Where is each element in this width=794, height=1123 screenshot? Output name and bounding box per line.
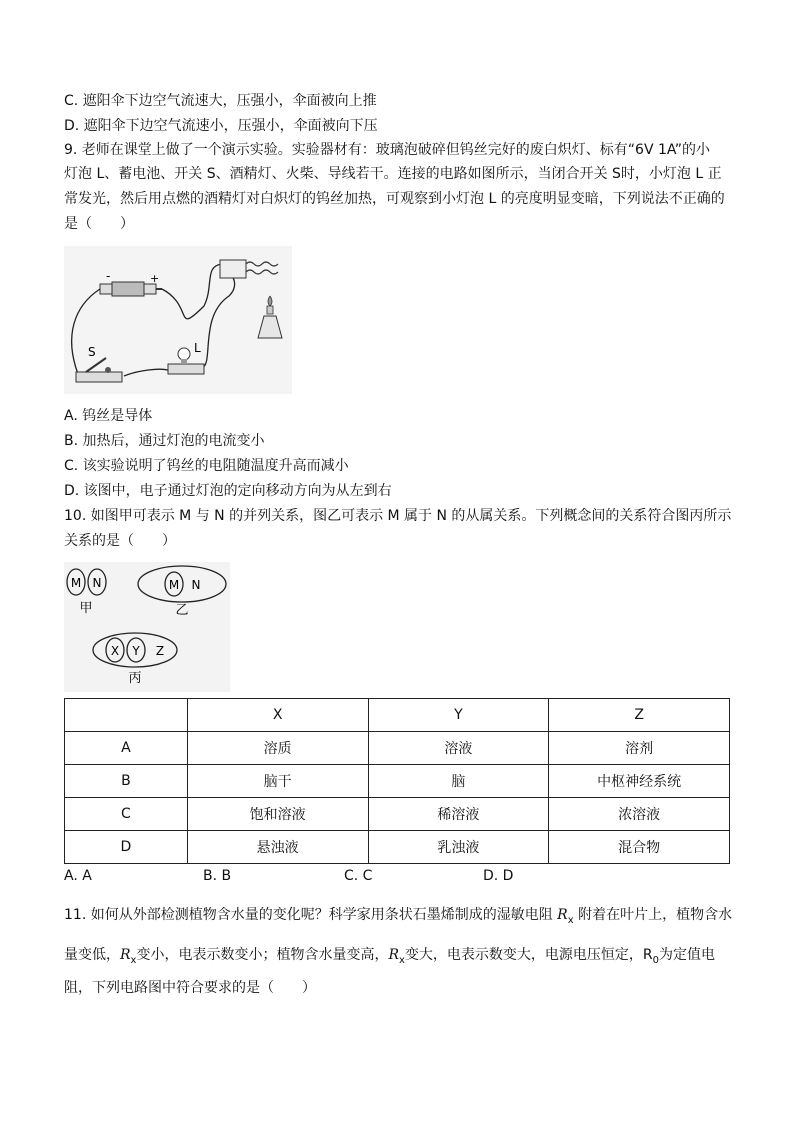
table-cell: 溶剂 (549, 732, 730, 765)
table-header-cell: X (187, 699, 368, 732)
table-header-cell: Y (368, 699, 549, 732)
table-header-cell (65, 699, 188, 732)
bulb-label: L (194, 341, 201, 355)
table-cell: B (65, 765, 188, 798)
q10-stem-2: 关系的是（ ） (64, 533, 176, 549)
q9-option-b: B. 加热后，通过灯泡的电流变小 (64, 433, 265, 449)
q9-stem-3: 常发光，然后用点燃的酒精灯对白炽灯的钨丝加热，可观察到小灯泡 L 的亮度明显变暗，下列说法不正确的 (64, 191, 725, 207)
table-cell: 稀溶液 (368, 798, 549, 831)
table-cell: C (65, 798, 188, 831)
table-row (65, 732, 730, 765)
q10-answer-choices (64, 868, 734, 888)
table-cell: 脑 (368, 765, 549, 798)
table-cell: 乳浊液 (368, 831, 549, 864)
table-header-cell: Z (549, 699, 730, 732)
venn-jia-m: M (70, 576, 82, 590)
venn-yi-m: M (168, 578, 180, 592)
q10-options-table (64, 698, 730, 864)
q9-circuit-figure (64, 246, 292, 394)
q11-stem-1: 11. 如何从外部检测植物含水量的变化呢？科学家用条状石墨烯制成的湿敏电阻 $R_x$ 附着在叶片上，植物含水 (64, 907, 733, 926)
venn-yi-n: N (191, 578, 201, 592)
table-cell: D (65, 831, 188, 864)
q11-stem-2: 量变低，$R_x$变小，电表示数变小；植物含水量变高，$R_x$变大，电表示数变大，电源电压恒定，$R_0$为定值电 (64, 947, 716, 966)
q9-stem-2: 灯泡 L、蓄电池、开关 S、酒精灯、火柴、导线若干。连接的电路如图所示，当闭合开关 S时，小灯泡 L 正 (64, 166, 722, 182)
venn-bing-x: X (110, 644, 120, 658)
table-cell: 溶液 (368, 732, 549, 765)
venn-bing-label: 丙 (128, 671, 142, 686)
q9-option-d: D. 该图中，电子通过灯泡的定向移动方向为从左到右 (64, 483, 392, 499)
table-cell: 饱和溶液 (187, 798, 368, 831)
battery-plus-label: + (150, 272, 160, 285)
q11-stem-3: 阻，下列电路图中符合要求的是（ ） (64, 980, 316, 996)
table-row (65, 831, 730, 864)
table-cell: 中枢神经系统 (549, 765, 730, 798)
venn-bing-z: Z (155, 644, 165, 658)
q10-answer-b: B. B (203, 868, 232, 884)
q10-answer-a: A. A (64, 868, 92, 884)
venn-yi-label: 乙 (175, 603, 189, 618)
venn-bing-y: Y (132, 644, 140, 658)
switch-label: S (88, 345, 96, 359)
table-row (65, 765, 730, 798)
q9-stem-4: 是（ ） (64, 216, 134, 232)
table-cell: 混合物 (549, 831, 730, 864)
q10-answer-d: D. D (483, 868, 514, 884)
table-cell: 浓溶液 (549, 798, 730, 831)
q9-option-c: C. 该实验说明了钨丝的电阻随温度升高而减小 (64, 458, 349, 474)
table-cell: A (65, 732, 188, 765)
venn-jia-n: N (92, 576, 102, 590)
venn-jia-label: 甲 (79, 601, 93, 616)
q9-option-a: A. 钨丝是导体 (64, 408, 153, 424)
q9-stem-1: 9. 老师在课堂上做了一个演示实验。实验器材有：玻璃泡破碎但钨丝完好的废白炽灯、标有“6V 1A”的小 (64, 142, 711, 158)
table-cell: 悬浊液 (187, 831, 368, 864)
q10-answer-c: C. C (344, 868, 373, 884)
table-cell: 溶质 (187, 732, 368, 765)
battery-minus-label: - (106, 269, 111, 283)
option-d-prev: D. 遮阳伞下边空气流速小，压强小，伞面被向下压 (64, 118, 378, 134)
table-header-row (65, 699, 730, 732)
table-cell: 脑干 (187, 765, 368, 798)
q10-stem-1: 10. 如图甲可表示 M 与 N 的并列关系，图乙可表示 M 属于 N 的从属关系。下列概念间的关系符合图丙所示 (64, 508, 732, 524)
q10-venn-figure (64, 562, 230, 692)
option-c-prev: C. 遮阳伞下边空气流速大，压强小，伞面被向上推 (64, 93, 377, 109)
table-row (65, 798, 730, 831)
